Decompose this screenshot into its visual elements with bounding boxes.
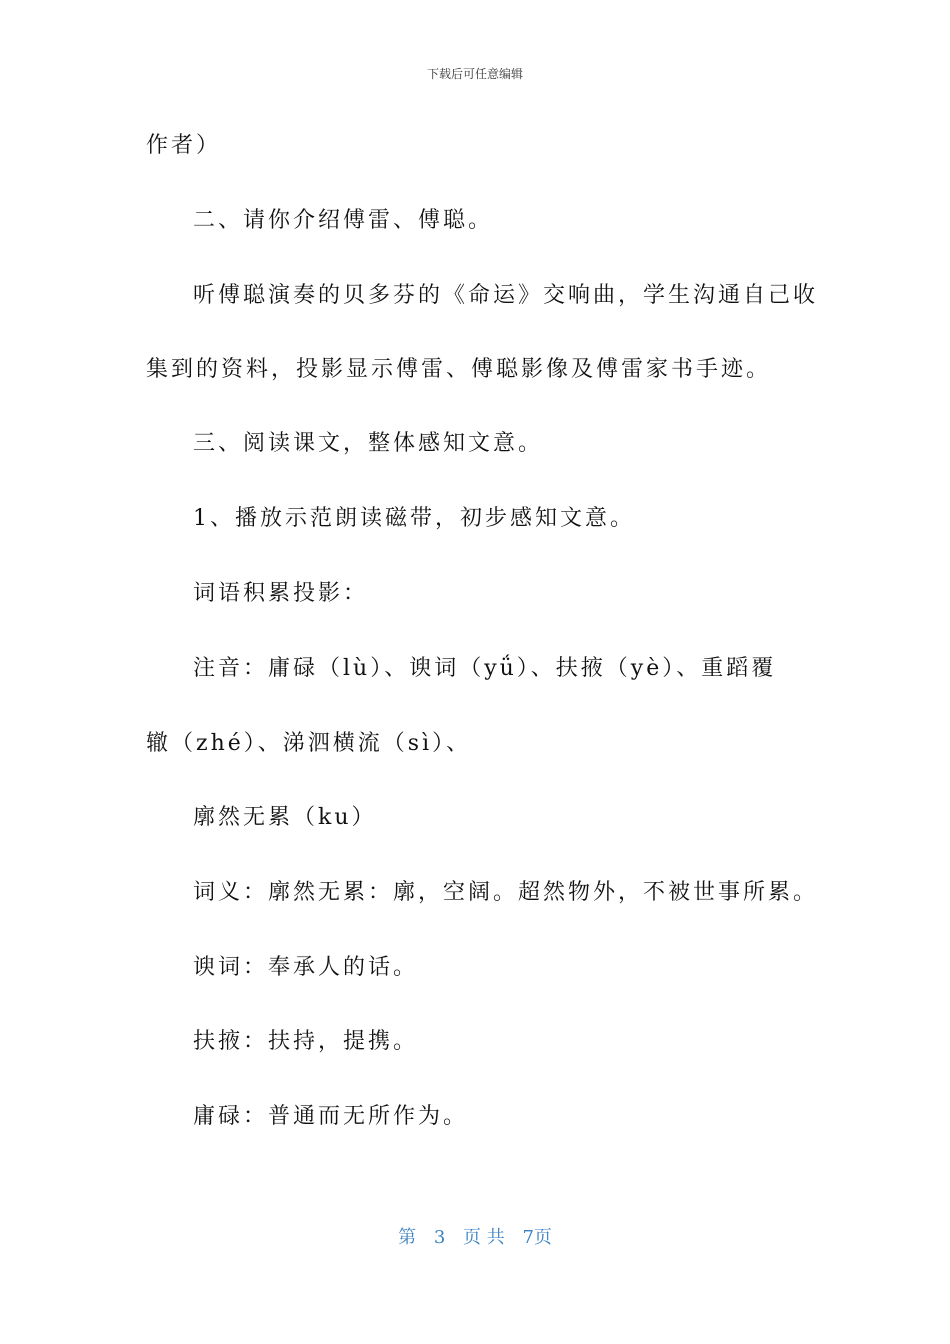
text-line: 词义：廓然无累：廓，空阔。超然物外，不被世事所累。: [193, 880, 819, 905]
footer-middle: 页 共: [463, 1227, 505, 1248]
text-line: 词语积累投影：: [193, 581, 369, 606]
page-footer: [0, 1226, 950, 1250]
text-line: 1、播放示范朗读磁带，初步感知文意。: [193, 506, 635, 531]
text-line: 谀词：奉承人的话。: [193, 955, 419, 980]
page-header: 下载后可任意编辑: [426, 67, 523, 81]
text-line: 注音：庸碌（lù）、谀词（yǘ）、扶掖（yè）、重蹈覆: [193, 656, 777, 681]
text-line: 二、请你介绍傅雷、傅聪。: [193, 208, 494, 233]
text-line: 三、阅读课文，整体感知文意。: [193, 431, 544, 456]
text-line: 集到的资料，投影显示傅雷、傅聪影像及傅雷家书手迹。: [146, 357, 772, 382]
footer-page-number: 3: [433, 1227, 446, 1248]
footer-total: 7页: [522, 1227, 552, 1248]
text-line: 庸碌：普通而无所作为。: [193, 1104, 469, 1129]
text-line: 扶掖：扶持，提携。: [193, 1029, 419, 1054]
text-line: 辙（zhé）、涕泗横流（sì）、: [146, 731, 472, 756]
text-line: 听傅聪演奏的贝多芬的《命运》交响曲，学生沟通自己收: [193, 283, 819, 308]
text-line: 作者）: [146, 133, 222, 158]
text-line: 廓然无累（ku）: [193, 805, 377, 830]
footer-prefix: 第: [398, 1227, 417, 1248]
